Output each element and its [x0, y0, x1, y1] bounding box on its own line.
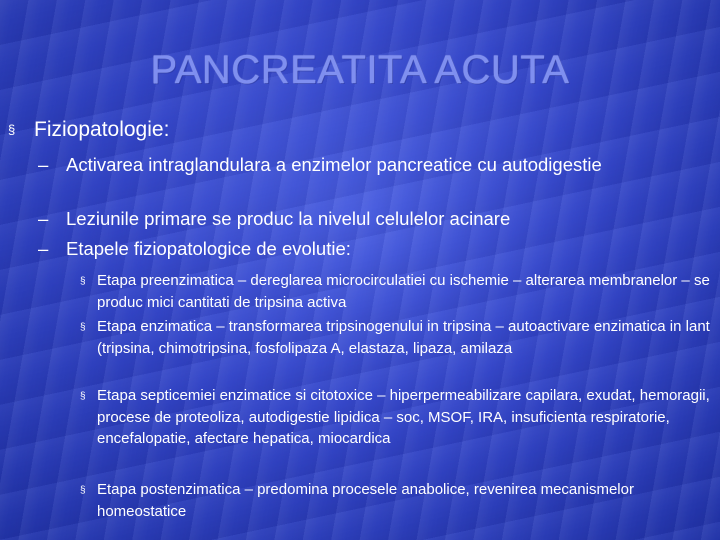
bullet-level3-item [80, 270, 720, 313]
bullet-level2-item [38, 153, 666, 176]
bullet-level2-text: Etapele fiziopatologice de evolutie: [66, 238, 351, 259]
slide-title: PANCREATITA ACUTA [150, 48, 570, 92]
dash-bullet-icon: – [38, 208, 49, 229]
bullet-level3-text: Etapa postenzimatica – predomina procesele anabolice, revenirea mecanismelor homeostatice [97, 481, 634, 520]
bullet-level3-text: Etapa preenzimatica – dereglarea microcirculatiei cu ischemie – alterarea membranelor – se produc mici cantitati de tripsina activa [97, 272, 710, 311]
square-bullet-icon: § [80, 485, 86, 496]
bullet-level2-text: Leziunile primare se produc la nivelul celulelor acinare [66, 208, 511, 229]
bullet-level3-text: Etapa septicemiei enzimatice si citotoxice – hiperpermeabilizare capilara, exudat, hemoragii, procese de proteoliza, autodigestie lipidica – soc, MSOF, IRA, insuficienta respiratorie, encefalopatie, afectare hepatica, miocardica [97, 387, 710, 447]
bullet-level2-item [38, 237, 666, 260]
square-bullet-icon: § [8, 122, 16, 137]
bullet-level2-item [38, 207, 666, 230]
dash-bullet-icon: – [38, 154, 49, 175]
square-bullet-icon: § [80, 391, 86, 402]
square-bullet-icon: § [80, 276, 86, 287]
bullet-level1 [8, 118, 169, 142]
bullet-level3-text: Etapa enzimatica – transformarea tripsinogenului in tripsina – autoactivare enzimatica in lant (tripsina, chimotripsina, fosfolipaza A, elastaza, lipaza, amilaza [97, 318, 710, 357]
dash-bullet-icon: – [38, 238, 49, 259]
bullet-level3-item [80, 385, 720, 450]
bullet-level1-text: Fiziopatologie: [34, 118, 170, 141]
bullet-level3-item [80, 316, 720, 359]
bullet-level3-item [80, 479, 720, 522]
square-bullet-icon: § [80, 322, 86, 333]
bullet-level2-text: Activarea intraglandulara a enzimelor pancreatice cu autodigestie [66, 154, 602, 175]
